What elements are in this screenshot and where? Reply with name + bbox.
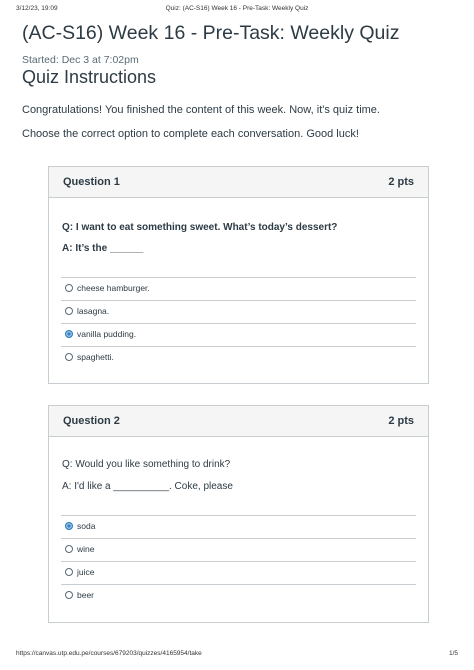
radio-button[interactable] (65, 522, 73, 530)
question-number: Question 2 (63, 415, 120, 427)
answer-label[interactable]: spaghetti. (77, 352, 114, 362)
question-prompt: A: It’s the ______ (62, 243, 144, 254)
question-points: 2 pts (388, 415, 414, 427)
answer-option[interactable] (61, 300, 416, 323)
answer-list (61, 515, 416, 607)
question-prompt: Q: Would you like something to drink? (62, 459, 231, 470)
radio-button[interactable] (65, 307, 73, 315)
question-header (49, 167, 428, 198)
question-card (48, 166, 429, 384)
answer-option[interactable] (61, 277, 416, 300)
question-points: 2 pts (388, 176, 414, 188)
instructions-text: Choose the correct option to complete each conversation. Good luck! (22, 128, 359, 140)
started-timestamp: Started: Dec 3 at 7:02pm (22, 54, 139, 66)
radio-button[interactable] (65, 353, 73, 361)
answer-option[interactable] (61, 561, 416, 584)
answer-option[interactable] (61, 538, 416, 561)
radio-button[interactable] (65, 591, 73, 599)
page-number: 1/5 (448, 650, 458, 657)
print-document-title: Quiz: (AC-S16) Week 16 - Pre-Task: Weekly Quiz (165, 5, 309, 12)
radio-button[interactable] (65, 568, 73, 576)
answer-label[interactable]: lasagna. (77, 306, 110, 316)
answer-label[interactable]: juice (77, 567, 95, 577)
page-title: (AC-S16) Week 16 - Pre-Task: Weekly Quiz (22, 22, 400, 44)
answer-label[interactable]: beer (77, 590, 95, 600)
answer-option[interactable] (61, 515, 416, 538)
answer-label[interactable]: wine (77, 544, 95, 554)
question-card (48, 405, 429, 623)
question-number: Question 1 (63, 176, 120, 188)
print-datetime: 3/12/23, 19:09 (16, 5, 58, 12)
print-footer (16, 650, 458, 662)
answer-label[interactable]: soda (77, 521, 96, 531)
answer-label[interactable]: vanilla pudding. (77, 329, 137, 339)
instructions-heading: Quiz Instructions (22, 67, 157, 87)
question-header (49, 406, 428, 437)
radio-button[interactable] (65, 284, 73, 292)
print-header (16, 5, 458, 17)
instructions-text: Congratulations! You finished the content of this week. Now, it's quiz time. (22, 104, 380, 116)
print-url: https://canvas.utp.edu.pe/courses/679203/quizzes/4165954/take (16, 650, 202, 657)
radio-button[interactable] (65, 330, 73, 338)
radio-button[interactable] (65, 545, 73, 553)
answer-option[interactable] (61, 346, 416, 369)
answer-option[interactable] (61, 584, 416, 607)
answer-option[interactable] (61, 323, 416, 346)
answer-list (61, 277, 416, 369)
question-prompt: A: I'd like a __________. Coke, please (62, 481, 233, 492)
answer-label[interactable]: cheese hamburger. (77, 283, 150, 293)
question-prompt: Q: I want to eat something sweet. What’s today’s dessert? (62, 222, 338, 233)
